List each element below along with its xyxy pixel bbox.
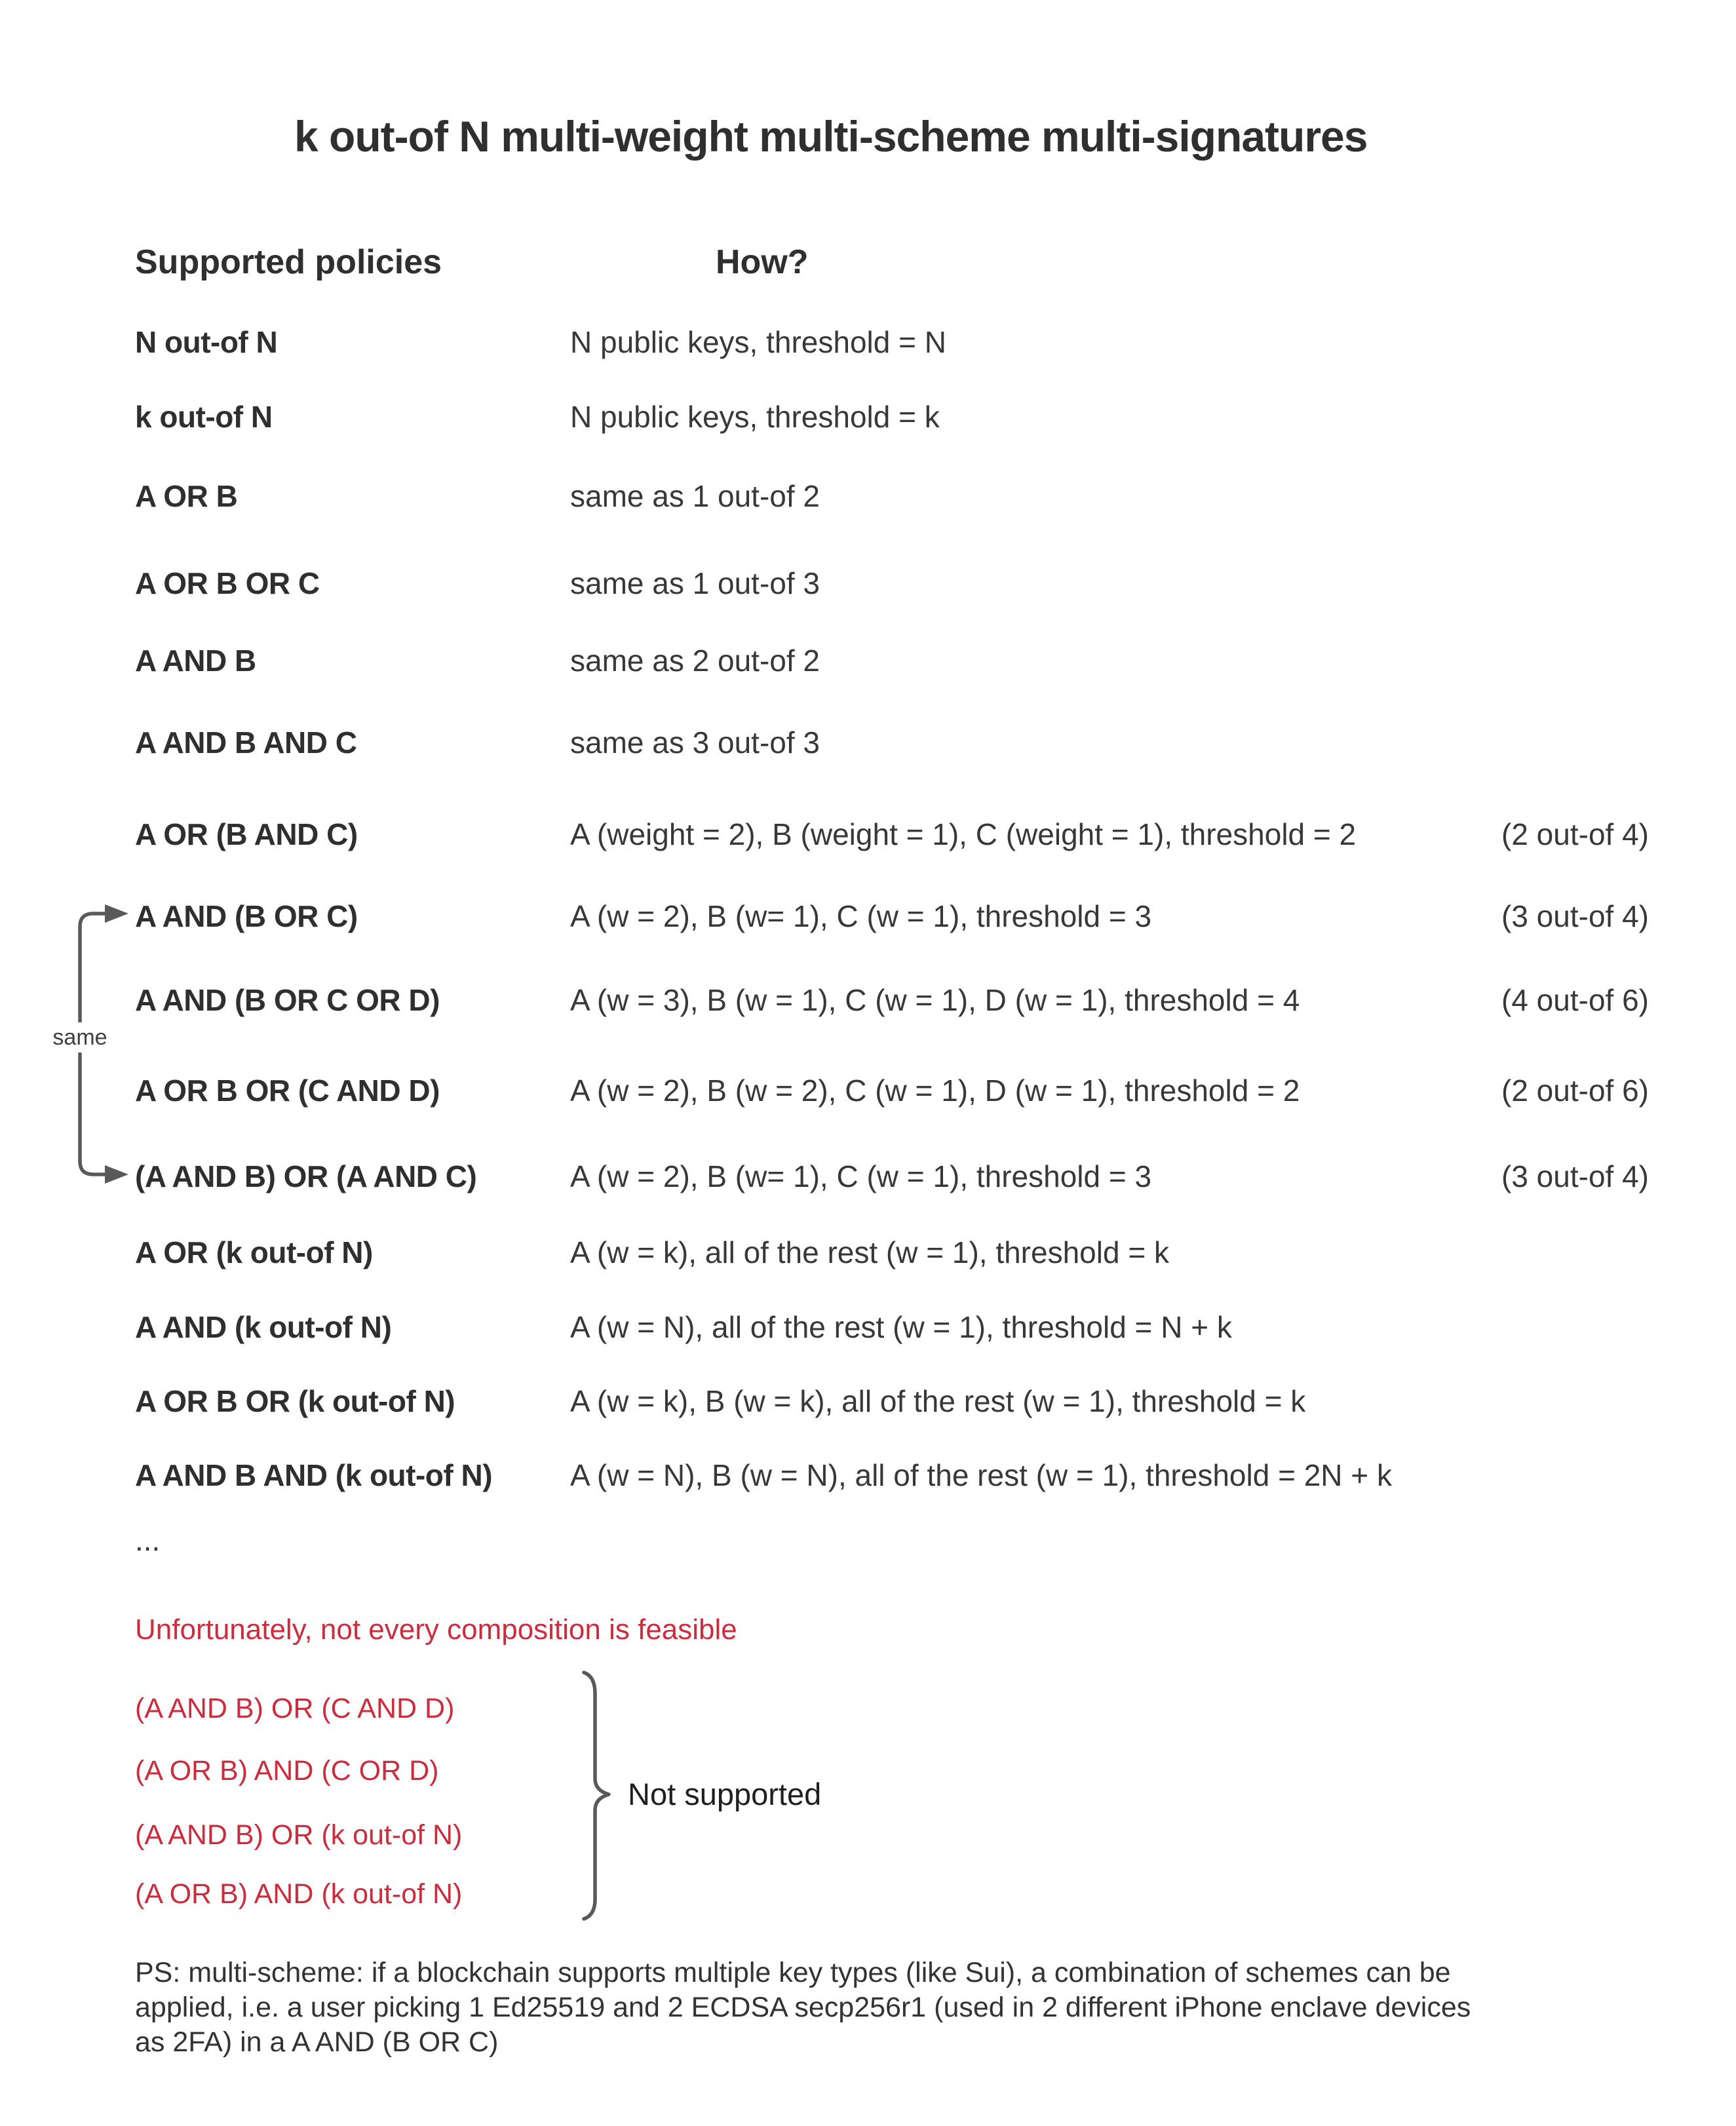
policy-cell: (A AND B) OR (A AND C) bbox=[135, 1159, 477, 1193]
infeasible-item: (A OR B) AND (k out-of N) bbox=[135, 1878, 463, 1910]
policy-cell: k out-of N bbox=[135, 400, 273, 434]
table-row bbox=[0, 898, 1736, 935]
how-cell: N public keys, threshold = k bbox=[570, 400, 940, 434]
policy-cell: N out-of N bbox=[135, 325, 278, 359]
how-cell: same as 2 out-of 2 bbox=[570, 644, 820, 678]
table-row bbox=[0, 1457, 1736, 1494]
table-ellipsis: ... bbox=[135, 1523, 161, 1557]
col-header-policies: Supported policies bbox=[135, 243, 442, 281]
same-label: same bbox=[47, 1022, 112, 1053]
how-cell: same as 1 out-of 2 bbox=[570, 479, 820, 513]
table-row bbox=[0, 324, 1736, 360]
ps-note-line: as 2FA) in a A AND (B OR C) bbox=[135, 2026, 499, 2058]
ps-note-line: applied, i.e. a user picking 1 Ed25519 and 2 ECDSA secp256r1 (used in 2 different iPhone enclave devices bbox=[135, 1992, 1471, 2023]
policy-cell: A AND (k out-of N) bbox=[135, 1310, 392, 1344]
note-cell: (3 out-of 4) bbox=[1501, 1159, 1649, 1193]
table-row bbox=[0, 565, 1736, 602]
how-cell: same as 3 out-of 3 bbox=[570, 725, 820, 760]
policy-cell: A AND B AND (k out-of N) bbox=[135, 1458, 493, 1492]
how-cell: A (w = 2), B (w = 2), C (w = 1), D (w = 1), threshold = 2 bbox=[570, 1073, 1300, 1108]
curly-brace-icon bbox=[584, 1672, 609, 1919]
table-row bbox=[0, 642, 1736, 679]
table-row bbox=[0, 1158, 1736, 1195]
policy-cell: A AND B bbox=[135, 644, 256, 678]
policy-cell: A OR (k out-of N) bbox=[135, 1235, 373, 1269]
col-header-how: How? bbox=[716, 243, 809, 281]
ps-note bbox=[135, 1956, 1682, 2060]
table-row bbox=[0, 724, 1736, 761]
note-cell: (2 out-of 6) bbox=[1501, 1073, 1649, 1108]
table-row bbox=[0, 1234, 1736, 1271]
table-row bbox=[0, 1309, 1736, 1345]
note-cell: (2 out-of 4) bbox=[1501, 817, 1649, 851]
policy-cell: A OR B OR (k out-of N) bbox=[135, 1384, 455, 1418]
policy-cell: A OR (B AND C) bbox=[135, 817, 358, 851]
table-row bbox=[0, 398, 1736, 435]
ps-note-line: PS: multi-scheme: if a blockchain supports multiple key types (like Sui), a combination of schemes can be bbox=[135, 1957, 1451, 1988]
how-cell: A (w = 2), B (w= 1), C (w = 1), threshold = 3 bbox=[570, 1159, 1152, 1193]
how-cell: A (weight = 2), B (weight = 1), C (weight = 1), threshold = 2 bbox=[570, 817, 1357, 851]
note-cell: (4 out-of 6) bbox=[1501, 983, 1649, 1017]
infeasible-item: (A OR B) AND (C OR D) bbox=[135, 1755, 439, 1787]
table-row bbox=[0, 1072, 1736, 1109]
policy-cell: A AND B AND C bbox=[135, 725, 357, 760]
policy-cell: A OR B OR C bbox=[135, 566, 320, 600]
how-cell: same as 1 out-of 3 bbox=[570, 566, 820, 600]
policy-cell: A OR B OR (C AND D) bbox=[135, 1073, 440, 1108]
infeasible-heading: Unfortunately, not every composition is feasible bbox=[135, 1614, 737, 1646]
how-cell: N public keys, threshold = N bbox=[570, 325, 946, 359]
how-cell: A (w = N), B (w = N), all of the rest (w = 1), threshold = 2N + k bbox=[570, 1458, 1392, 1492]
table-row bbox=[0, 982, 1736, 1018]
policy-cell: A OR B bbox=[135, 479, 238, 513]
how-cell: A (w = k), B (w = k), all of the rest (w = 1), threshold = k bbox=[570, 1384, 1306, 1418]
how-cell: A (w = N), all of the rest (w = 1), threshold = N + k bbox=[570, 1310, 1232, 1344]
infeasible-item: (A AND B) OR (C AND D) bbox=[135, 1693, 455, 1724]
how-cell: A (w = 2), B (w= 1), C (w = 1), threshold = 3 bbox=[570, 899, 1152, 933]
table-row bbox=[0, 478, 1736, 514]
table-row bbox=[0, 1383, 1736, 1420]
how-cell: A (w = k), all of the rest (w = 1), threshold = k bbox=[570, 1235, 1169, 1269]
not-supported-label: Not supported bbox=[628, 1777, 822, 1811]
policy-cell: A AND (B OR C OR D) bbox=[135, 983, 440, 1017]
how-cell: A (w = 3), B (w = 1), C (w = 1), D (w = 1), threshold = 4 bbox=[570, 983, 1300, 1017]
policy-cell: A AND (B OR C) bbox=[135, 899, 358, 933]
infeasible-item: (A AND B) OR (k out-of N) bbox=[135, 1819, 463, 1851]
page-title: k out-of N multi-weight multi-scheme multi-signatures bbox=[294, 112, 1368, 161]
table-row bbox=[0, 816, 1736, 853]
note-cell: (3 out-of 4) bbox=[1501, 899, 1649, 933]
